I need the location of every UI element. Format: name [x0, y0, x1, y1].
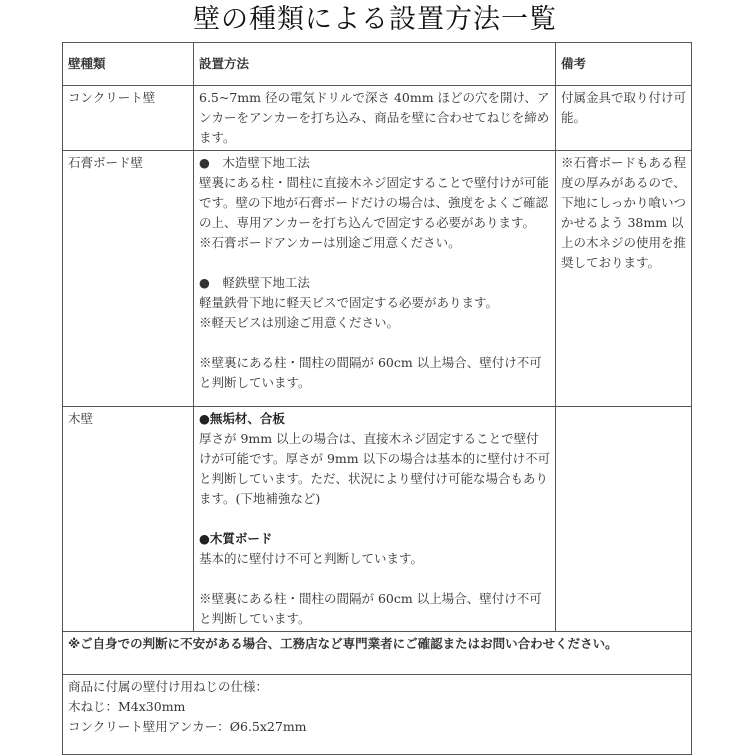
wood-section1-body: 厚さが 9mm 以上の場合は、直接木ネジ固定することで壁付けが可能です。厚さが 9mm 以下の場合は基本的に壁付け不可と判断しています。ただ、状況により壁付け可能な場合もあります。(下地補強など)	[199, 431, 551, 506]
method-gypsum	[194, 151, 556, 407]
gypsum-section3-note: ※壁裏にある柱・間柱の間隔が 60cm 以上場合、壁付け不可と判断しています。	[199, 355, 542, 390]
remarks-gypsum: ※石膏ボードもある程度の厚みがあるので、下地にしっかり喰いつかせるよう 38mm 以上の木ネジの使用を推奨しております。	[556, 151, 692, 407]
gypsum-section2-title: ● 軽鉄壁下地工法	[199, 275, 310, 290]
gypsum-section2-body: 軽量鉄骨下地に軽天ビスで固定する必要があります。	[199, 295, 499, 310]
method-wood	[194, 407, 556, 632]
warning-row	[63, 632, 692, 675]
wood-section2-title: ●木質ボード	[199, 531, 273, 546]
warning-text: ※ご自身での判断に不安がある場合、工務店など専門業者にご確認またはお問い合わせください。	[63, 632, 692, 675]
header-method: 設置方法	[194, 43, 556, 86]
row-concrete	[63, 86, 692, 151]
wall-type-concrete: コンクリート壁	[63, 86, 194, 151]
specs-line-1: 商品に付属の壁付け用ねじの仕様：	[68, 679, 269, 694]
remarks-wood	[556, 407, 692, 632]
row-gypsum	[63, 151, 692, 407]
page-title: 壁の種類による設置方法一覧	[193, 4, 557, 35]
wood-section1-title: ●無垢材、合板	[199, 411, 285, 426]
installation-table	[62, 42, 692, 755]
gypsum-section1-body: 壁裏にある柱・間柱に直接木ネジ固定することで壁付けが可能です。壁の下地が石膏ボードだけの場合は、強度をよくご確認の上、専用アンカーを打ち込んで固定する必要があります。	[199, 175, 550, 230]
gypsum-section1-note: ※石膏ボードアンカーは別途ご用意ください。	[199, 235, 461, 250]
remarks-concrete: 付属金具で取り付け可能。	[556, 86, 692, 151]
wall-type-wood: 木壁	[63, 407, 194, 632]
gypsum-section2-note: ※軽天ビスは別途ご用意ください。	[199, 315, 400, 330]
specs-line-2: 木ねじ：M4x30mm	[68, 699, 186, 714]
row-wood	[63, 407, 692, 632]
wood-section3-note: ※壁裏にある柱・間柱の間隔が 60cm 以上場合、壁付け不可と判断しています。	[199, 591, 542, 626]
wood-section2-body: 基本的に壁付け不可と判断しています。	[199, 551, 424, 566]
specs-row	[63, 675, 692, 755]
header-wall-type: 壁種類	[63, 43, 194, 86]
specs-line-3: コンクリート壁用アンカー：Ø6.5x27mm	[68, 719, 307, 734]
header-row	[63, 43, 692, 86]
wall-type-gypsum: 石膏ボード壁	[63, 151, 194, 407]
gypsum-section1-title: ● 木造壁下地工法	[199, 155, 310, 170]
header-remarks: 備考	[556, 43, 692, 86]
screw-specs	[63, 675, 692, 755]
method-concrete: 6.5~7mm 径の電気ドリルで深さ 40mm ほどの穴を開け、アンカーをアンカーを打ち込み、商品を壁に合わせてねじを締めます。	[194, 86, 556, 151]
